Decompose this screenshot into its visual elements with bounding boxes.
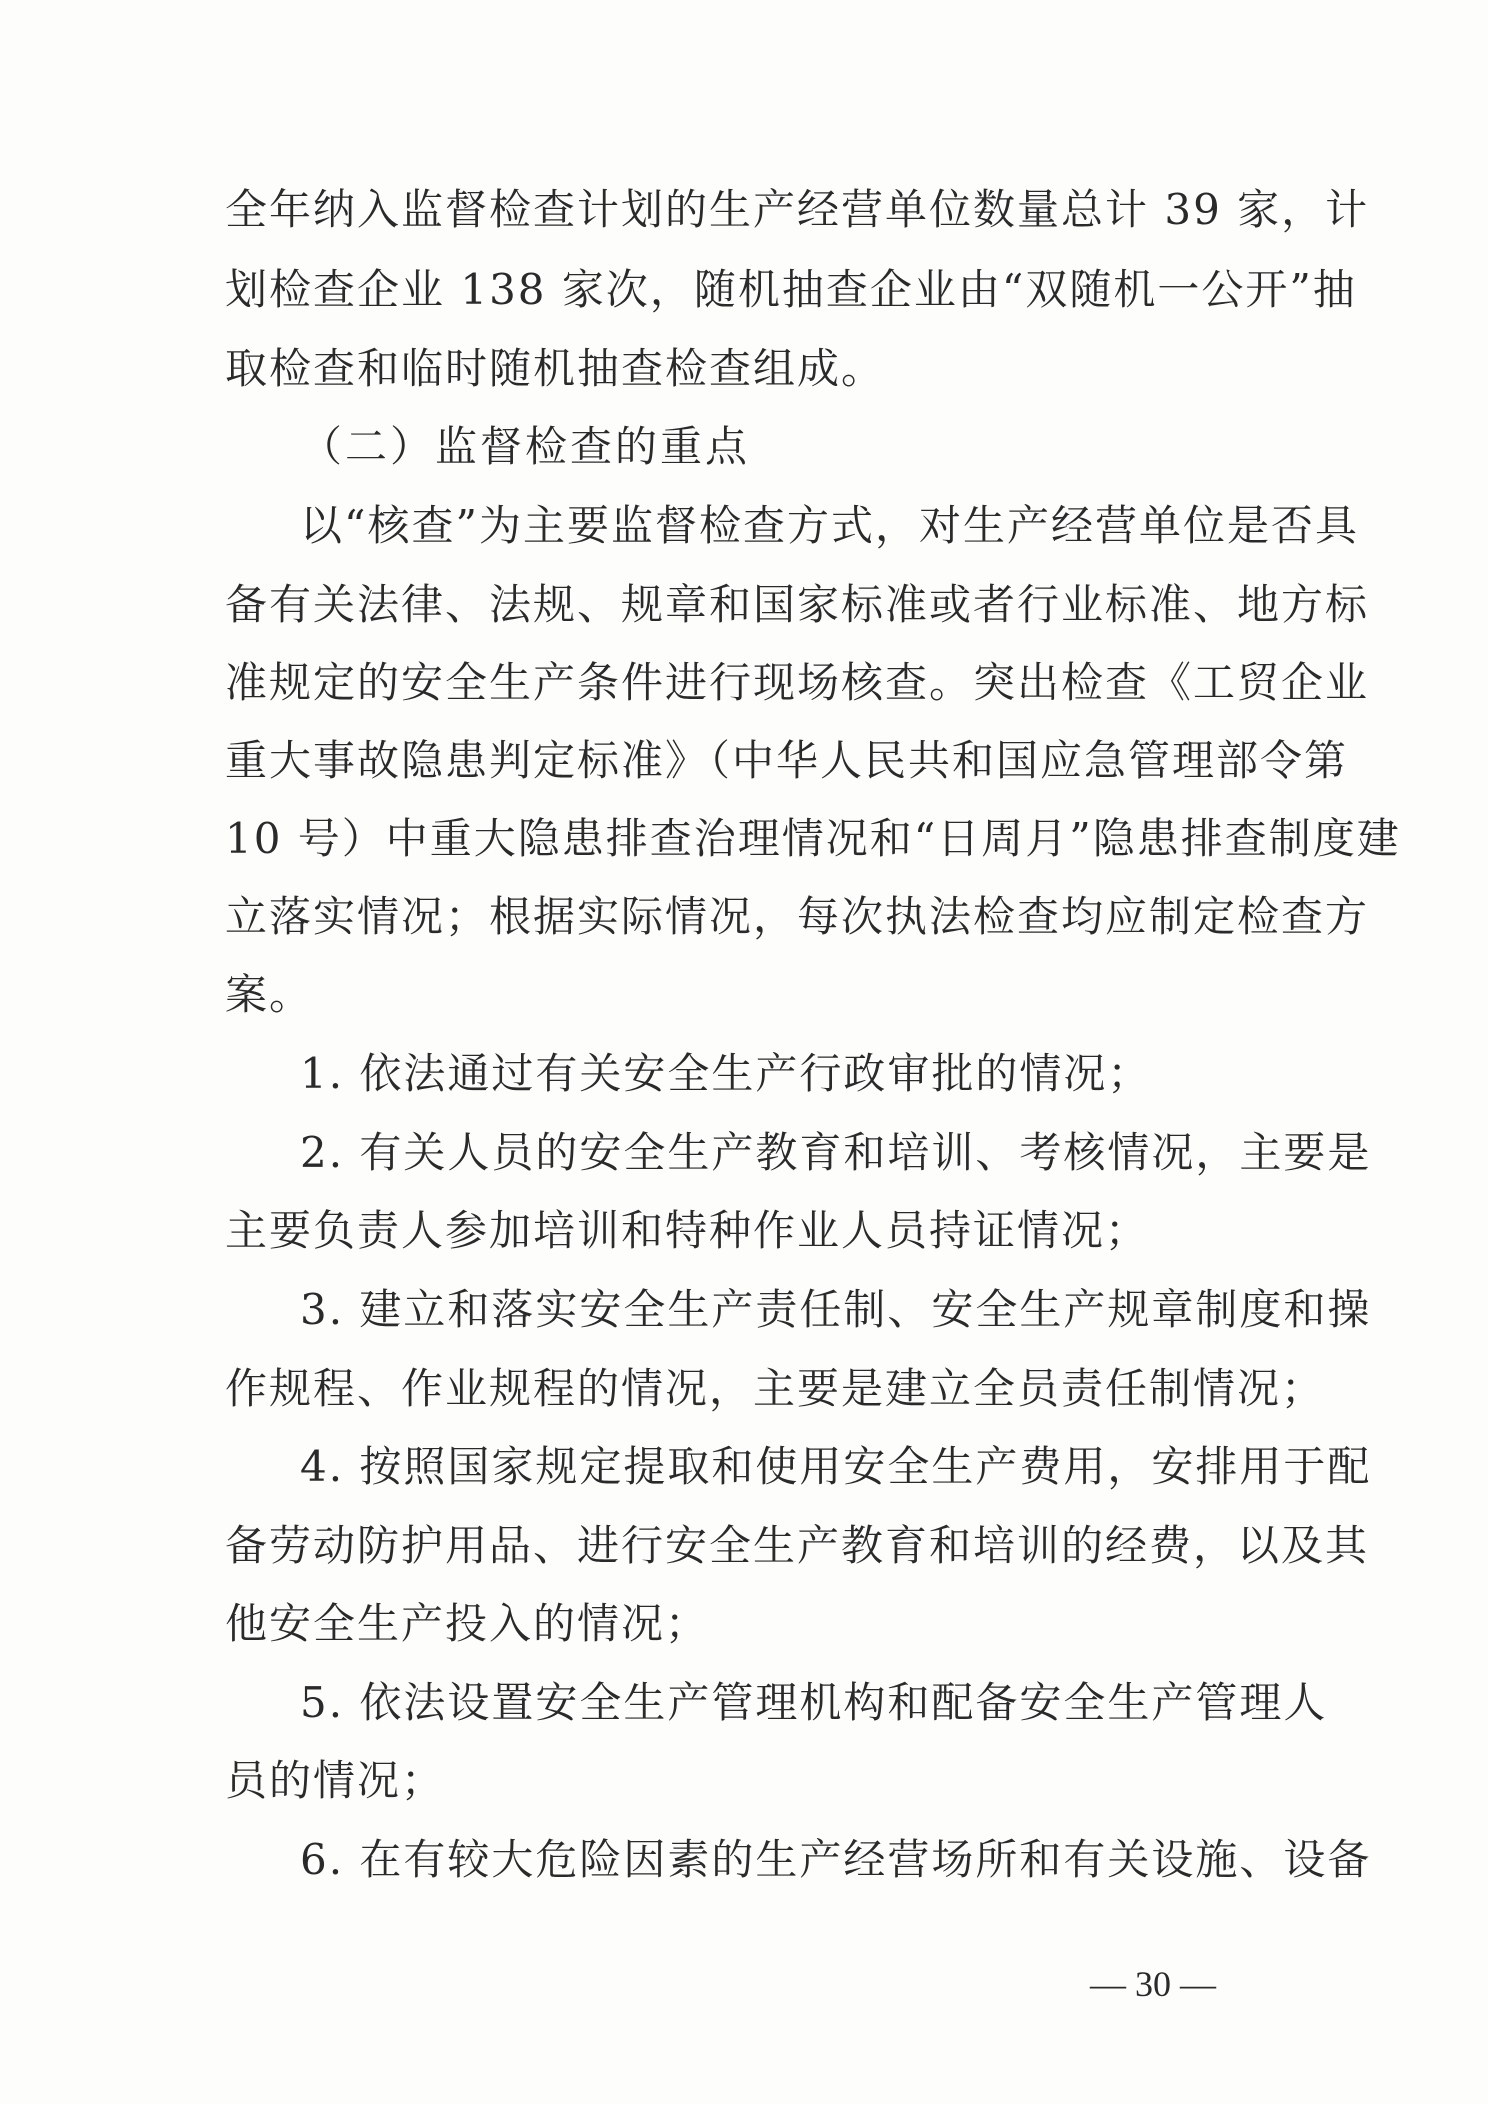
body-text-line: 取检查和临时随机抽查检查组成。 [225,344,886,393]
body-text-line: 案。 [225,970,314,1019]
body-text-line: 重大事故隐患判定标准》（中华人民共和国应急管理部令第 [225,736,1349,785]
page-number: — 30 — [1090,1964,1216,2004]
list-item-continuation: 他安全生产投入的情况； [225,1599,710,1648]
list-item: 2. 有关人员的安全生产教育和培训、考核情况，主要是 [300,1128,1372,1177]
body-text-line: 立落实情况；根据实际情况，每次执法检查均应制定检查方 [225,892,1370,941]
list-item: 5. 依法设置安全生产管理机构和配备安全生产管理人 [300,1678,1328,1727]
body-text-line: 全年纳入监督检查计划的生产经营单位数量总计 39 家，计 [225,185,1370,234]
list-item: 1. 依法通过有关安全生产行政审批的情况； [300,1049,1152,1098]
list-item-continuation: 备劳动防护用品、进行安全生产教育和培训的经费，以及其 [225,1521,1370,1570]
body-text-line: 以“核查”为主要监督检查方式，对生产经营单位是否具 [300,501,1359,550]
body-text-line: 准规定的安全生产条件进行现场核查。突出检查《工贸企业 [225,658,1370,707]
body-text-line: 备有关法律、法规、规章和国家标准或者行业标准、地方标 [225,580,1370,629]
list-item-continuation: 作规程、作业规程的情况，主要是建立全员责任制情况； [225,1364,1326,1413]
list-item: 6. 在有较大危险因素的生产经营场所和有关设施、设备 [300,1835,1372,1884]
list-item: 3. 建立和落实安全生产责任制、安全生产规章制度和操 [300,1285,1372,1334]
section-heading: （二）监督检查的重点 [300,422,751,471]
list-item: 4. 按照国家规定提取和使用安全生产费用，安排用于配 [300,1442,1372,1491]
list-item-continuation: 员的情况； [225,1756,446,1805]
list-item-continuation: 主要负责人参加培训和特种作业人员持证情况； [225,1206,1150,1255]
body-text-line: 划检查企业 138 家次，随机抽查企业由“双随机一公开”抽 [225,265,1357,314]
body-text-line: 10 号）中重大隐患排查治理情况和“日周月”隐患排查制度建 [225,814,1401,863]
